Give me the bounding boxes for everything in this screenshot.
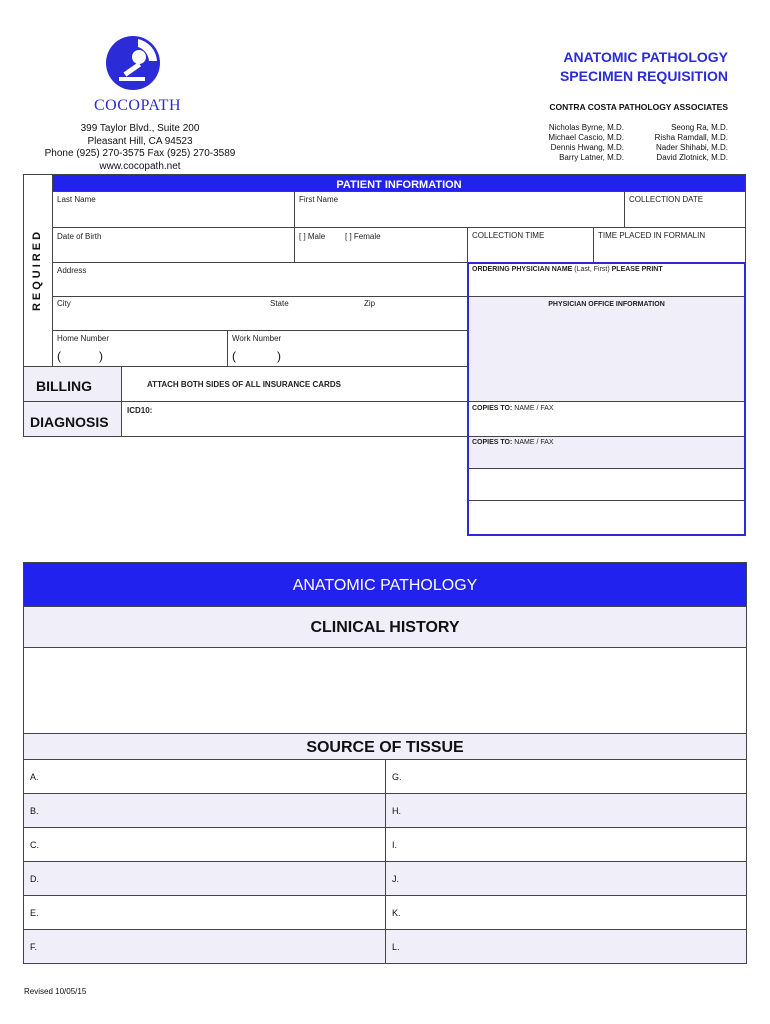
doctor-name: Dennis Hwang, M.D. bbox=[550, 143, 624, 152]
tissue-source-letter: A. bbox=[30, 772, 39, 782]
doctor-name: Barry Latner, M.D. bbox=[559, 153, 624, 162]
tissue-source-field-left[interactable] bbox=[23, 793, 386, 828]
tissue-source-letter: G. bbox=[392, 772, 402, 782]
tissue-source-letter: L. bbox=[392, 942, 400, 952]
sex-field[interactable] bbox=[294, 227, 468, 263]
copies-to-field-1[interactable] bbox=[469, 402, 744, 437]
tissue-source-field-left[interactable] bbox=[23, 759, 386, 794]
dob-field[interactable] bbox=[52, 227, 295, 263]
doctor-name: David Zlotnick, M.D. bbox=[656, 153, 728, 162]
company-logo bbox=[105, 33, 165, 95]
tissue-source-field-left[interactable] bbox=[23, 827, 386, 862]
address-label: Address bbox=[57, 266, 87, 275]
collection-date-label: COLLECTION DATE bbox=[629, 195, 704, 204]
address-line-1: 399 Taylor Blvd., Suite 200 bbox=[80, 123, 200, 134]
form-title-line-2: SPECIMEN REQUISITION bbox=[559, 68, 728, 84]
billing-field[interactable] bbox=[121, 366, 468, 402]
required-side-label: REQUIRED bbox=[31, 228, 43, 312]
tissue-source-letter: D. bbox=[30, 874, 39, 884]
patient-info-title: PATIENT INFORMATION bbox=[336, 179, 462, 191]
collection-time-field[interactable] bbox=[467, 227, 594, 263]
billing-label-box bbox=[23, 366, 122, 402]
copies-to-label-2 bbox=[472, 439, 554, 446]
anatomic-title-bar bbox=[23, 562, 747, 607]
tissue-source-field-right[interactable] bbox=[385, 827, 747, 862]
tissue-source-field-right[interactable] bbox=[385, 759, 747, 794]
home-area-open: ( bbox=[57, 349, 61, 363]
form-title-line-1: ANATOMIC PATHOLOGY bbox=[563, 49, 728, 65]
copies-to-title-1: COPIES TO: bbox=[472, 405, 513, 412]
time-formalin-label: TIME PLACED IN FORMALIN bbox=[598, 231, 706, 240]
male-checkbox[interactable]: [ ] Male bbox=[299, 232, 326, 241]
icd10-label: ICD10: bbox=[127, 406, 153, 415]
ordering-physician-note: (Last, First) bbox=[574, 266, 610, 273]
copies-to-field-4[interactable] bbox=[469, 501, 744, 534]
ordering-physician-label bbox=[472, 266, 663, 273]
first-name-label: First Name bbox=[299, 195, 339, 204]
clinical-history-header bbox=[23, 606, 747, 648]
tissue-source-letter: J. bbox=[392, 874, 400, 884]
tissue-source-field-right[interactable] bbox=[385, 861, 747, 896]
zip-label: Zip bbox=[364, 299, 376, 308]
tissue-source-field-left[interactable] bbox=[23, 861, 386, 896]
copies-to-field-3[interactable] bbox=[469, 469, 744, 501]
doctor-name: Risha Ramdall, M.D. bbox=[654, 133, 728, 142]
tissue-source-field-left[interactable] bbox=[23, 929, 386, 964]
associates-name: CONTRA COSTA PATHOLOGY ASSOCIATES bbox=[549, 102, 728, 112]
copies-to-field-2[interactable] bbox=[469, 437, 744, 469]
tissue-source-letter: F. bbox=[30, 942, 38, 952]
city-label: City bbox=[57, 299, 71, 308]
phone-fax-line: Phone (925) 270-3575 Fax (925) 270-3589 bbox=[44, 148, 236, 159]
tissue-source-field-right[interactable] bbox=[385, 929, 747, 964]
tissue-source-field-left[interactable] bbox=[23, 895, 386, 930]
tissue-source-letter: B. bbox=[30, 806, 39, 816]
doctor-name: Nader Shihabi, M.D. bbox=[655, 143, 728, 152]
tissue-source-letter: H. bbox=[392, 806, 401, 816]
copies-to-label-1 bbox=[472, 405, 554, 412]
billing-label: BILLING bbox=[36, 378, 92, 394]
copies-to-rest-1: NAME / FAX bbox=[514, 405, 554, 412]
patient-info-header bbox=[52, 174, 746, 192]
collection-date-field[interactable] bbox=[624, 191, 746, 228]
diagnosis-label-box bbox=[23, 401, 122, 437]
doctors-list-right bbox=[636, 123, 728, 163]
clinical-history-field[interactable] bbox=[23, 647, 747, 734]
physician-office-field[interactable] bbox=[469, 297, 744, 402]
billing-note: ATTACH BOTH SIDES OF ALL INSURANCE CARDS bbox=[147, 380, 341, 389]
logo-wordmark: COCOPATH bbox=[94, 97, 181, 114]
female-checkbox[interactable]: [ ] Female bbox=[345, 232, 381, 241]
copies-to-title-2: COPIES TO: bbox=[472, 439, 513, 446]
form-title bbox=[560, 48, 728, 86]
clinical-history-title: CLINICAL HISTORY bbox=[310, 619, 460, 636]
tissue-source-letter: I. bbox=[392, 840, 398, 850]
doctors-list-left bbox=[506, 123, 624, 163]
tissue-source-letter: K. bbox=[392, 908, 401, 918]
city-state-zip-field[interactable] bbox=[52, 296, 468, 331]
state-label: State bbox=[270, 299, 289, 308]
doctor-name: Nicholas Byrne, M.D. bbox=[548, 123, 624, 132]
doctor-name: Seong Ra, M.D. bbox=[671, 123, 728, 132]
work-number-label: Work Number bbox=[232, 334, 282, 343]
website[interactable]: www.cocopath.net bbox=[99, 160, 181, 172]
collection-time-label: COLLECTION TIME bbox=[472, 231, 545, 240]
copies-to-rest-2: NAME / FAX bbox=[514, 439, 554, 446]
source-of-tissue-title: SOURCE OF TISSUE bbox=[306, 739, 464, 756]
tissue-source-field-right[interactable] bbox=[385, 895, 747, 930]
anatomic-title: ANATOMIC PATHOLOGY bbox=[292, 577, 478, 594]
tissue-source-field-right[interactable] bbox=[385, 793, 747, 828]
ordering-physician-title: ORDERING PHYSICIAN NAME bbox=[472, 266, 573, 273]
home-area-close: ) bbox=[99, 349, 103, 363]
tissue-source-letter: E. bbox=[30, 908, 39, 918]
last-name-field[interactable] bbox=[52, 191, 295, 228]
time-formalin-field[interactable] bbox=[593, 227, 746, 263]
company-address bbox=[20, 123, 260, 173]
dob-label: Date of Birth bbox=[57, 232, 102, 241]
address-line-2: Pleasant Hill, CA 94523 bbox=[87, 135, 193, 147]
revision-date: Revised 10/05/15 bbox=[24, 987, 87, 996]
work-area-close: ) bbox=[277, 349, 281, 363]
doctor-name: Michael Cascio, M.D. bbox=[548, 133, 624, 142]
source-of-tissue-header bbox=[23, 733, 747, 760]
home-number-field[interactable] bbox=[52, 330, 228, 367]
first-name-field[interactable] bbox=[294, 191, 625, 228]
icd10-field[interactable] bbox=[121, 401, 468, 437]
last-name-label: Last Name bbox=[57, 195, 96, 204]
tissue-source-letter: C. bbox=[30, 840, 39, 850]
work-area-open: ( bbox=[232, 349, 236, 363]
microscope-logo-icon bbox=[105, 33, 165, 95]
home-number-label: Home Number bbox=[57, 334, 110, 343]
work-number-field[interactable] bbox=[227, 330, 468, 367]
diagnosis-label: DIAGNOSIS bbox=[30, 414, 109, 430]
ordering-physician-field[interactable] bbox=[469, 264, 744, 297]
address-field[interactable] bbox=[52, 262, 468, 297]
physician-office-label: PHYSICIAN OFFICE INFORMATION bbox=[548, 301, 665, 308]
please-print: PLEASE PRINT bbox=[611, 266, 663, 273]
